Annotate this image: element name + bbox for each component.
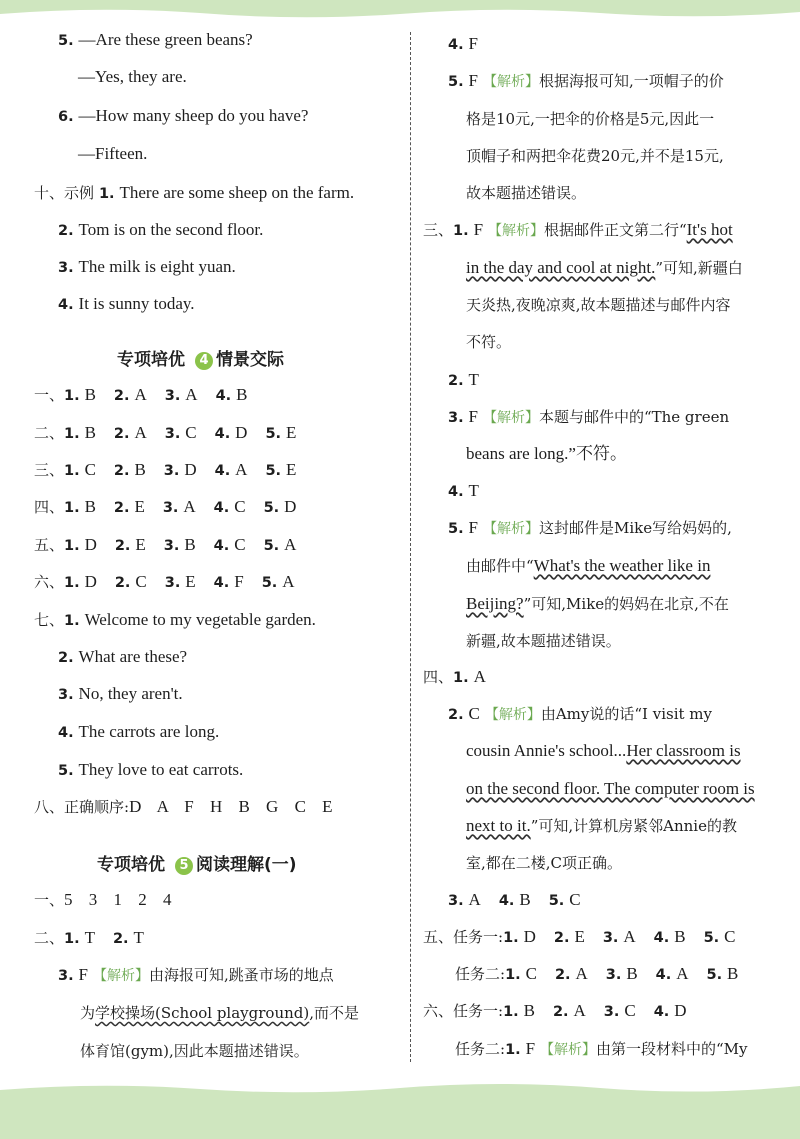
q5-question: 5. —Are these green beans? <box>58 30 253 49</box>
right-s3-q5-line3: Beijing?”可知,Mike的妈妈在北京,不在 <box>466 594 729 613</box>
right-s4-q2-line4: next to it.”可知,计算机房紧邻Annie的教 <box>466 816 737 835</box>
sec10-item-2: 2. Tom is on the second floor. <box>58 220 264 239</box>
unit4-badge: 4 <box>195 352 213 370</box>
sec7-item-4: 4. The carrots are long. <box>58 722 220 741</box>
right-q5-line2: 格是10元,一把伞的价格是5元,因此一 <box>466 110 715 128</box>
right-q4: 4. F <box>448 34 479 53</box>
sec7-item-2: 2. What are these? <box>58 647 188 666</box>
right-s3-q1: 三、1. F 【解析】根据邮件正文第二行“It's hot <box>423 220 733 239</box>
sec7-item-5: 5. They love to eat carrots. <box>58 760 244 779</box>
right-s3-q3: 3. F 【解析】本题与邮件中的“The green <box>448 407 730 426</box>
unit4-row-3: 三、1. C 2. B 3. D 4. A 5. E <box>34 460 297 479</box>
right-s3-q1-line4: 不符。 <box>466 333 512 351</box>
reading-sec2: 二、1. T 2. T <box>34 928 144 947</box>
sec10-item-1: 十、示例 1. There are some sheep on the farm. <box>34 183 355 202</box>
unit4-row-1: 一、1. B 2. A 3. A 4. B <box>34 385 248 404</box>
bottom-decorative-band <box>0 1080 800 1139</box>
reading-sec2-q3-line3: 体育馆(gym),因此本题描述错误。 <box>80 1042 309 1060</box>
unit4-row-2: 二、1. B 2. A 3. C 4. D 5. E <box>34 423 297 442</box>
q6-answer: —Fifteen. <box>78 144 148 163</box>
unit4-row-5: 五、1. D 2. E 3. B 4. C 5. A <box>34 535 297 554</box>
q6-question: 6. —How many sheep do you have? <box>58 106 309 125</box>
reading-sec1: 一、5 3 1 2 4 <box>34 890 172 909</box>
right-s4-q2-line3: on the second floor. The computer room is <box>466 779 755 798</box>
right-s3-q3-line2: beans are long.”不符。 <box>466 444 627 463</box>
unit4-heading: 专项培优 4 情景交际 <box>117 350 284 370</box>
unit4-row-6: 六、1. D 2. C 3. E 4. F 5. A <box>34 572 295 591</box>
right-s3-q5: 5. F 【解析】这封邮件是Mike写给妈妈的, <box>448 518 732 537</box>
right-s6-task1: 六、任务一:1. B 2. A 3. C 4. D <box>423 1001 687 1020</box>
sec8-order: 八、正确顺序:D A F H B G C E <box>34 797 333 816</box>
right-s4-rest: 3. A 4. B 5. C <box>448 890 581 909</box>
right-s4-q2: 2. C 【解析】由Amy说的话“I visit my <box>448 704 712 723</box>
right-s3-q2: 2. T <box>448 370 479 389</box>
reading-sec2-q3-line2: 为学校操场(School playground),而不是 <box>80 1004 360 1022</box>
right-s3-q5-line2: 由邮件中“What's the weather like in <box>466 556 711 575</box>
right-s4-q1: 四、1. A <box>423 667 486 686</box>
unit5-heading: 专项培优 5 阅读理解(一) <box>97 855 297 875</box>
sec7-item-3: 3. No, they aren't. <box>58 684 183 703</box>
reading-sec2-q3: 3. F 【解析】由海报可知,跳蚤市场的地点 <box>58 965 334 984</box>
unit5-badge: 5 <box>175 857 193 875</box>
right-s4-q2-line5: 室,都在二楼,C项正确。 <box>466 854 623 872</box>
right-s4-q2-line2: cousin Annie's school...Her classroom is <box>466 741 741 760</box>
sec10-item-3: 3. The milk is eight yuan. <box>58 257 236 276</box>
q5-answer: —Yes, they are. <box>78 67 187 86</box>
right-s3-q1-line2: in the day and cool at night.”可知,新疆白 <box>466 258 743 277</box>
column-divider <box>410 32 411 1062</box>
right-s5-task1: 五、任务一:1. D 2. E 3. A 4. B 5. C <box>423 927 736 946</box>
sec7-item-1: 七、1. Welcome to my vegetable garden. <box>34 610 316 629</box>
unit4-row-4: 四、1. B 2. E 3. A 4. C 5. D <box>34 497 297 516</box>
right-s5-task2: 任务二:1. C 2. A 3. B 4. A 5. B <box>455 964 739 983</box>
right-q5: 5. F 【解析】根据海报可知,一项帽子的价 <box>448 71 724 90</box>
right-s3-q1-line3: 天炎热,夜晚凉爽,故本题描述与邮件内容 <box>466 296 731 314</box>
sec10-item-4: 4. It is sunny today. <box>58 294 195 313</box>
right-q5-line3: 顶帽子和两把伞花费20元,并不是15元, <box>466 147 724 165</box>
right-q5-line4: 故本题描述错误。 <box>466 184 587 202</box>
right-s3-q4: 4. T <box>448 481 479 500</box>
right-s3-q5-line4: 新疆,故本题描述错误。 <box>466 632 621 650</box>
top-decorative-band <box>0 0 800 22</box>
right-s6-task2: 任务二:1. F 【解析】由第一段材料中的“My <box>455 1039 748 1058</box>
